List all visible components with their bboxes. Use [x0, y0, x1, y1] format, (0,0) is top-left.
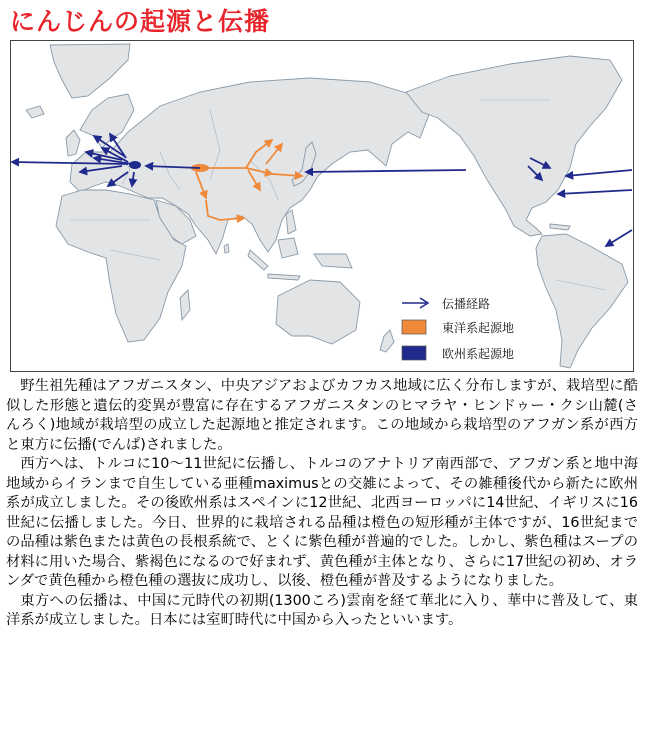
- legend-eastern-swatch: [402, 320, 426, 334]
- page-title: にんじんの起源と伝播: [10, 7, 271, 36]
- paragraph-east: 東方への伝播は、中国に元時代の初期(1300ころ)雲南を経て華北に入り、華中に普及して、東洋系が成立しました。日本には室町時代に中国から入ったといいます。: [6, 592, 638, 628]
- european-origin-area: [129, 161, 141, 169]
- paragraph-origin: 野生祖先種はアフガニスタン、中央アジアおよびカフカス地域に広く分布しますが、栽培型に酷似した形態と遺伝的変異が豊富に存在するアフガニスタンのヒマラヤ・ヒンドゥー・クシ山麓(さんろく)地域が栽培型の成立した起源地と推定されます。この地域から栽培型のアフガン系が西方と東方に伝播(でんぱ)されました。: [6, 378, 638, 453]
- world-map: [10, 40, 634, 372]
- article-body: [6, 377, 638, 631]
- landmass-srilanka: [224, 244, 229, 253]
- legend-european-swatch: [402, 346, 426, 360]
- landmass-borneo: [278, 238, 298, 258]
- paragraph-west: 西方へは、トルコに10〜11世紀に伝播し、トルコのアナトリア南西部で、アフガン系と地中海地域からイランまで自生している亜種maximusとの交雑によって、その雑種後代から新たに欧州系が成立しました。その後欧州系はスペインに12世紀、北西ヨーロッパに14世紀、イギリスに16世紀に伝播しました。今日、世界的に栽培される品種は橙色の短形種が主体ですが、16世紀までの品種は紫色または黄色の長根系統で、とくに紫色種が普遍的でした。しかし、紫色種はスープの材料に用いた場合、紫褐色になるので好まれず、黄色種が主体となり、さらに17世紀の初め、オランダで黄色種から橙色種の選抜に成功し、以後、橙色種が普及するようになりました。: [6, 456, 638, 589]
- legend-european-label: 欧州系起源地: [442, 347, 515, 361]
- legend-eastern-label: 東洋系起源地: [442, 321, 515, 335]
- legend-route-label: 伝播経路: [442, 297, 491, 311]
